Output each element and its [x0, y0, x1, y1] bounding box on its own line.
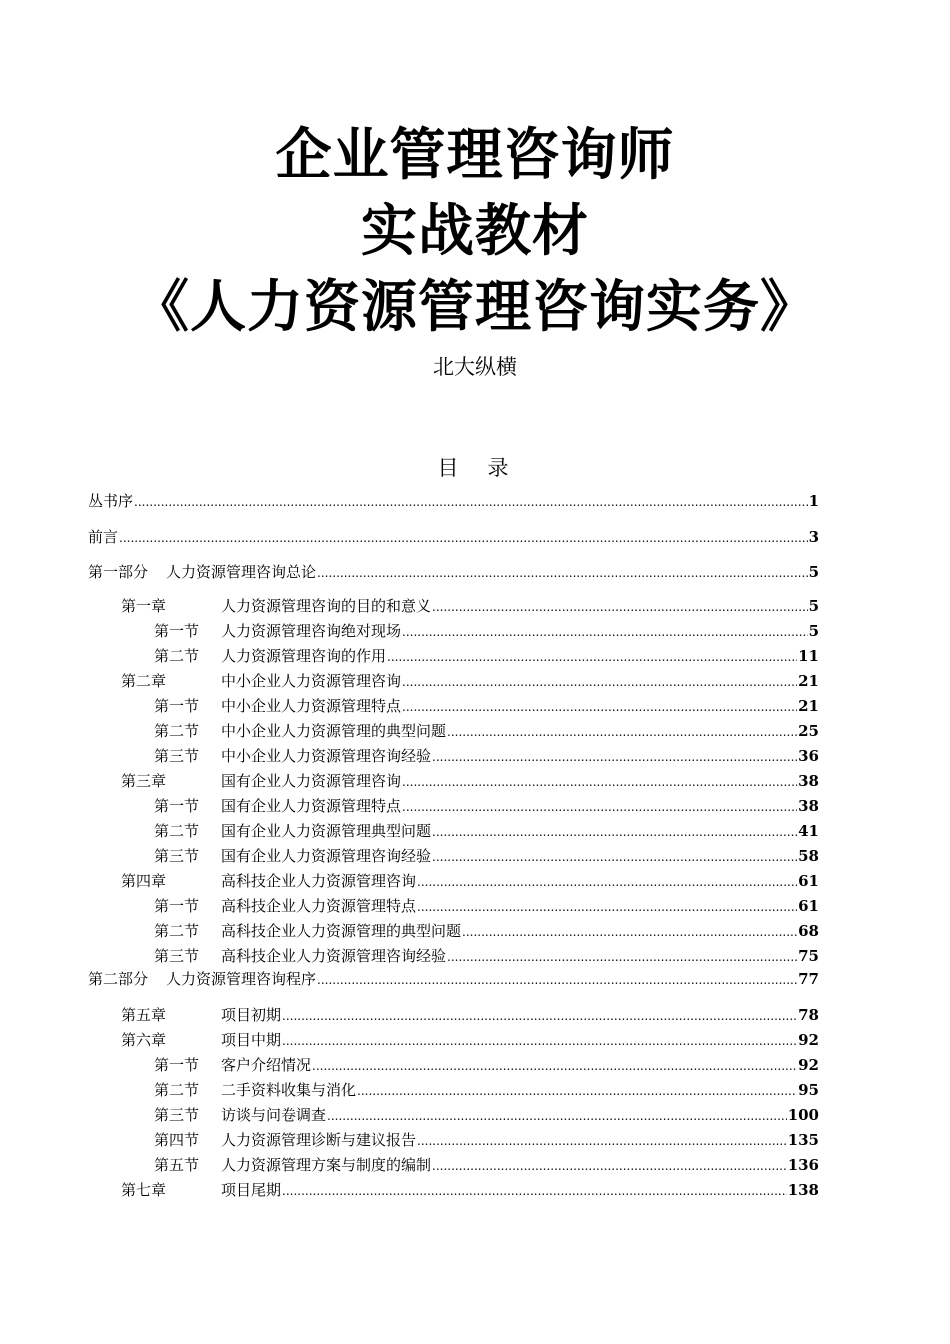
dot-leader [312, 1054, 797, 1077]
toc-entry-number: 第三节 [154, 847, 200, 865]
toc-entry [88, 895, 819, 917]
toc-entry-number: 第三节 [154, 947, 200, 965]
toc-entry-title: 人力资源管理咨询的作用 [221, 647, 387, 665]
author: 北大纵横 [433, 355, 517, 379]
dot-leader [119, 526, 808, 549]
dot-leader [417, 1129, 787, 1152]
toc-entry-page: 136 [787, 1156, 819, 1174]
toc-entry-number: 第一节 [154, 797, 200, 815]
toc-entry-page: 92 [798, 1056, 819, 1074]
document-title [0, 118, 950, 346]
toc-entry-page: 78 [798, 1006, 819, 1024]
toc-entry-title: 高科技企业人力资源管理特点 [221, 897, 417, 915]
toc-entry-number: 第七章 [121, 1181, 167, 1199]
dot-leader [357, 1079, 797, 1102]
dot-leader [402, 770, 797, 793]
toc-entry-number: 第二节 [154, 722, 200, 740]
toc-entry-page: 61 [798, 872, 819, 890]
toc-entry-page: 61 [798, 897, 819, 915]
toc-entry-title: 人力资源管理方案与制度的编制 [221, 1156, 432, 1174]
title-line-2: 实战教材 [361, 199, 589, 264]
title-line-1: 企业管理咨询师 [275, 123, 675, 188]
toc-entry [88, 1129, 819, 1151]
toc-entry [88, 1079, 819, 1101]
dot-leader [282, 1004, 797, 1027]
toc-entry [88, 595, 819, 617]
toc-entry-page: 36 [798, 747, 819, 765]
toc-entry [88, 526, 819, 548]
toc-entry-title: 项目初期 [221, 1006, 282, 1024]
dot-leader [432, 820, 797, 843]
toc-entry [88, 920, 819, 942]
toc-entry [88, 620, 819, 642]
toc-entry-title: 中小企业人力资源管理特点 [221, 697, 402, 715]
toc-entry [88, 645, 819, 667]
toc-entry-page: 3 [808, 528, 819, 546]
toc-entry-page: 138 [787, 1181, 819, 1199]
toc-entry-title: 国有企业人力资源管理典型问题 [221, 822, 432, 840]
toc-entry-title: 国有企业人力资源管理咨询 [221, 772, 402, 790]
toc-entry-page: 25 [798, 722, 819, 740]
toc-entry-number: 第二节 [154, 1081, 200, 1099]
toc-entry-page: 75 [798, 947, 819, 965]
dot-leader [402, 795, 797, 818]
toc-entry [88, 670, 819, 692]
dot-leader [402, 620, 808, 643]
dot-leader [447, 720, 797, 743]
dot-leader [282, 1029, 797, 1052]
dot-leader [327, 1104, 787, 1127]
toc-entry-title: 高科技企业人力资源管理咨询经验 [221, 947, 447, 965]
toc-entry-title: 国有企业人力资源管理特点 [221, 797, 402, 815]
toc-entry [88, 870, 819, 892]
toc-entry-title: 前言 [88, 528, 119, 546]
toc-entry-page: 135 [787, 1131, 819, 1149]
toc-entry-number: 第三节 [154, 1106, 200, 1124]
toc-entry-page: 41 [798, 822, 819, 840]
toc-entry [88, 1004, 819, 1026]
dot-leader [462, 920, 797, 943]
toc-entry-title: 国有企业人力资源管理咨询经验 [221, 847, 432, 865]
dot-leader [432, 595, 808, 618]
dot-leader [402, 670, 797, 693]
toc-entry-title: 人力资源管理咨询总论 [166, 563, 317, 581]
dot-leader [134, 490, 808, 513]
dot-leader [417, 870, 797, 893]
toc-entry-page: 77 [798, 970, 819, 988]
toc-entry [88, 745, 819, 767]
toc-entry-page: 38 [798, 772, 819, 790]
toc-entry-title: 丛书序 [88, 492, 134, 510]
toc-entry-title: 访谈与问卷调查 [221, 1106, 327, 1124]
toc-entry-page: 100 [787, 1106, 819, 1124]
toc-entry-title: 项目尾期 [221, 1181, 282, 1199]
toc-entry-title: 人力资源管理咨询的目的和意义 [221, 597, 432, 615]
toc-entry-number: 第三章 [121, 772, 167, 790]
dot-leader [432, 745, 797, 768]
toc-entry [88, 720, 819, 742]
toc-heading: 目 录 [437, 456, 513, 480]
toc-entry-number: 第一节 [154, 622, 200, 640]
toc-entry-title: 项目中期 [221, 1031, 282, 1049]
toc-entry [88, 820, 819, 842]
toc-entry [88, 945, 819, 967]
toc-entry-page: 21 [798, 697, 819, 715]
toc-entry-number: 第五章 [121, 1006, 167, 1024]
dot-leader [402, 695, 797, 718]
toc-entry-page: 21 [798, 672, 819, 690]
toc-entry-number: 第一部分 [88, 563, 149, 581]
dot-leader [417, 895, 797, 918]
dot-leader [432, 845, 797, 868]
toc-entry [88, 770, 819, 792]
toc-entry [88, 1104, 819, 1126]
toc-entry-title: 高科技企业人力资源管理的典型问题 [221, 922, 462, 940]
toc-entry-title: 中小企业人力资源管理的典型问题 [221, 722, 447, 740]
toc-entry-number: 第二节 [154, 647, 200, 665]
toc-entry-title: 中小企业人力资源管理咨询 [221, 672, 402, 690]
toc-entry [88, 1154, 819, 1176]
toc-entry [88, 968, 819, 990]
toc-entry-number: 第二章 [121, 672, 167, 690]
toc-entry [88, 1054, 819, 1076]
toc-entry-title: 人力资源管理诊断与建议报告 [221, 1131, 417, 1149]
toc-entry-title: 二手资料收集与消化 [221, 1081, 357, 1099]
dot-leader [447, 945, 797, 968]
dot-leader [432, 1154, 787, 1177]
toc-entry-page: 95 [798, 1081, 819, 1099]
toc-entry [88, 845, 819, 867]
toc-entry-number: 第二节 [154, 822, 200, 840]
toc-entry-number: 第一章 [121, 597, 167, 615]
toc-entry [88, 695, 819, 717]
toc-entry-number: 第一节 [154, 897, 200, 915]
toc-entry-title: 中小企业人力资源管理咨询经验 [221, 747, 432, 765]
toc-entry-page: 5 [808, 597, 819, 615]
dot-leader [282, 1179, 787, 1202]
dot-leader [317, 561, 808, 584]
toc-entry-number: 第三节 [154, 747, 200, 765]
toc-entry-page: 38 [798, 797, 819, 815]
toc-entry [88, 795, 819, 817]
toc-entry-page: 5 [808, 622, 819, 640]
toc-entry-number: 第二节 [154, 922, 200, 940]
toc-entry-page: 11 [798, 647, 819, 665]
toc-entry [88, 1179, 819, 1201]
toc-entry-number: 第二部分 [88, 970, 149, 988]
toc-entry-number: 第一节 [154, 697, 200, 715]
dot-leader [317, 968, 797, 991]
toc-entry-page: 92 [798, 1031, 819, 1049]
toc-entry-page: 5 [808, 563, 819, 581]
toc-entry-title: 人力资源管理咨询程序 [166, 970, 317, 988]
toc-entry-title: 高科技企业人力资源管理咨询 [221, 872, 417, 890]
toc-entry-title: 人力资源管理咨询绝对现场 [221, 622, 402, 640]
toc-entry [88, 490, 819, 512]
toc-entry-page: 58 [798, 847, 819, 865]
dot-leader [387, 645, 797, 668]
toc-entry-page: 1 [808, 492, 819, 510]
toc-entry-page: 68 [798, 922, 819, 940]
toc-entry-number: 第五节 [154, 1156, 200, 1174]
toc-entry-number: 第四章 [121, 872, 167, 890]
toc-entry [88, 1029, 819, 1051]
toc-entry-title: 客户介绍情况 [221, 1056, 312, 1074]
toc-entry-number: 第一节 [154, 1056, 200, 1074]
toc-entry-number: 第四节 [154, 1131, 200, 1149]
title-line-3: 《人力资源管理咨询实务》 [133, 275, 817, 340]
toc-entry [88, 561, 819, 583]
toc-entry-number: 第六章 [121, 1031, 167, 1049]
